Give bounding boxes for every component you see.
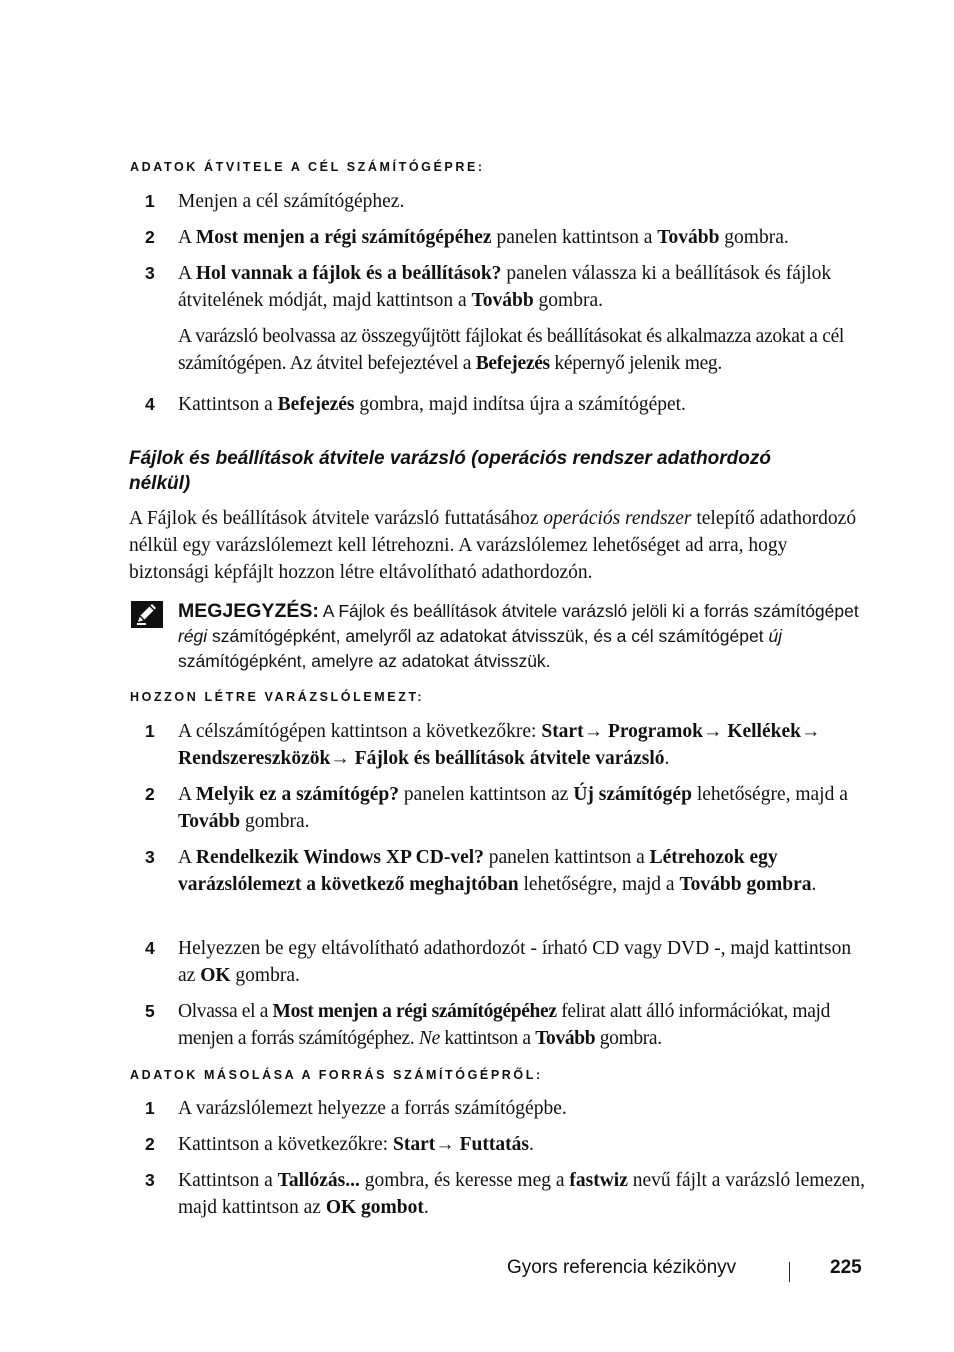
text-run: felirat alatt álló információkat, majd menjen a forrás számítógéphez. xyxy=(178,1001,830,1049)
bold-text: Programok xyxy=(607,721,703,742)
bold-text: fastwiz xyxy=(569,1170,628,1191)
text-run: lehetőségre, majd a xyxy=(518,874,680,895)
section-heading-transfer-to-target: ADATOK ÁTVITELE A CÉL SZÁMÍTÓGÉPRE: xyxy=(130,160,485,174)
subsection-title: Fájlok és beállítások átvitele varázsló (operációs rendszer adathordozó nélkül) xyxy=(129,448,772,494)
text-run: A xyxy=(178,227,196,248)
step-text xyxy=(178,1131,868,1158)
text-run: gombra, és keresse meg a xyxy=(359,1170,570,1191)
bold-text: Tovább gombra xyxy=(679,874,812,895)
text-run: Kattintson a következőkre: xyxy=(178,1134,393,1155)
step-number: 1 xyxy=(145,1098,155,1118)
text-run: Olvassa el a xyxy=(178,1001,273,1022)
page-number: 225 xyxy=(830,1257,862,1278)
text-run: → xyxy=(702,721,728,742)
bold-text: Tovább xyxy=(471,290,534,311)
text-run: gombra. xyxy=(230,965,300,986)
step-text xyxy=(178,844,868,898)
bold-text: Futtatás xyxy=(459,1134,529,1155)
step-number: 2 xyxy=(145,784,155,804)
text-run: → xyxy=(800,721,821,742)
text-run: számítógépként, amelyre az adatokat átvisszük. xyxy=(178,651,551,671)
text-run: → xyxy=(330,748,355,769)
step-text xyxy=(178,1167,868,1221)
text-run: nevű fájlt a varázsló lemezen, majd kattintson az xyxy=(178,1170,866,1218)
bold-text: Létrehozok egy varázslólemezt a következő meghajtóban xyxy=(178,847,778,895)
text-run: Kattintson a xyxy=(178,394,278,415)
bold-text: Tallózás... xyxy=(277,1170,360,1191)
text-run: . xyxy=(423,1197,429,1218)
italic-text: operációs rendszer xyxy=(543,508,692,529)
text-run: Kattintson a xyxy=(178,1170,278,1191)
step-number: 2 xyxy=(145,227,155,247)
text-run: → xyxy=(583,721,608,742)
section-heading-copy-from-source: ADATOK MÁSOLÁSA A FORRÁS SZÁMÍTÓGÉPRŐL: xyxy=(130,1068,543,1082)
bold-text: Tovább xyxy=(657,227,720,248)
step-number: 1 xyxy=(145,721,155,741)
text-run: A varázslólemezt helyezze a forrás számítógépbe. xyxy=(178,1098,567,1119)
text-run: A xyxy=(178,263,196,284)
step-text xyxy=(178,260,868,314)
note-pencil-icon xyxy=(131,601,163,628)
step-text xyxy=(178,718,868,772)
text-run: A Fájlok és beállítások átvitele varázsló futtatásához xyxy=(129,508,544,529)
bold-text: Tovább xyxy=(535,1028,596,1049)
bold-text: Hol vannak a fájlok és a beállítások? xyxy=(195,263,502,284)
italic-text: régi xyxy=(178,626,208,646)
bold-text: Rendszereszközök xyxy=(178,748,331,769)
bold-text: Rendelkezik Windows XP CD-vel? xyxy=(195,847,484,868)
text-run: A Fájlok és beállítások átvitele varázsló jelöli ki a forrás számítógépet xyxy=(318,601,859,621)
text-run: számítógépként, amelyről az adatokat átvisszük, és a cél számítógépet xyxy=(207,626,769,646)
step-text xyxy=(178,1095,868,1122)
text-run: . xyxy=(664,748,670,769)
step-number: 4 xyxy=(145,938,155,958)
step-number: 4 xyxy=(145,394,155,414)
text-run: A xyxy=(178,784,196,805)
text-run: telepítő adathordozó nélkül egy varázslólemezt kell létrehozni. A varázslólemez lehetőséget ad arra, hogy biztonsági képfájlt hozzon létre eltávolítható adathordozón. xyxy=(129,508,857,583)
text-run: gombra. xyxy=(719,227,789,248)
text-run: Menjen a cél számítógéphez. xyxy=(178,191,405,212)
text-run: panelen kattintson a xyxy=(491,227,658,248)
bold-text: Melyik ez a számítógép? xyxy=(195,784,399,805)
step-text xyxy=(178,935,868,989)
text-run: . xyxy=(528,1134,534,1155)
italic-text: új xyxy=(768,626,783,646)
subsection-intro xyxy=(129,505,869,586)
text-run: gombra. xyxy=(595,1028,662,1049)
step-number: 3 xyxy=(145,1170,155,1190)
bold-text: Tovább xyxy=(178,811,241,832)
text-run: gombra. xyxy=(533,290,603,311)
step-number: 5 xyxy=(145,1001,155,1021)
text-run: A xyxy=(178,847,196,868)
bold-text: Befejezés xyxy=(475,353,550,374)
bold-text: OK xyxy=(200,965,231,986)
text-run: gombra. xyxy=(240,811,310,832)
step-text xyxy=(178,998,868,1052)
bold-text: Fájlok és beállítások átvitele varázsló xyxy=(354,748,665,769)
text-run: képernyő jelenik meg. xyxy=(549,353,722,374)
note-label: MEGJEGYZÉS: xyxy=(178,600,319,622)
note-block xyxy=(178,599,868,674)
section-heading-create-wizard-disk: HOZZON LÉTRE VARÁZSLÓLEMEZT: xyxy=(130,690,425,704)
text-run: A célszámítógépen kattintson a következőkre: xyxy=(178,721,542,742)
step-text xyxy=(178,391,868,418)
bold-text: OK gombot xyxy=(325,1197,424,1218)
bold-text: Most menjen a régi számítógépéhez xyxy=(272,1001,557,1022)
text-run: gombra, majd indítsa újra a számítógépet. xyxy=(354,394,686,415)
step-number: 1 xyxy=(145,191,155,211)
text-run: panelen kattintson a xyxy=(483,847,650,868)
bold-text: Most menjen a régi számítógépéhez xyxy=(195,227,492,248)
step-text xyxy=(178,781,868,835)
step-number: 3 xyxy=(145,847,155,867)
bold-text: Kellékek xyxy=(727,721,801,742)
text-run: A varázsló beolvassa az összegyűjtött fájlokat és beállításokat és alkalmazza azokat a cél számítógépen. Az átvitel befejeztével a xyxy=(178,326,845,374)
text-run: . xyxy=(811,874,817,895)
bold-text: Új számítógép xyxy=(573,784,692,805)
bold-text: Start xyxy=(392,1134,436,1155)
bold-text: Befejezés xyxy=(277,394,355,415)
italic-text: Ne xyxy=(418,1028,440,1049)
step-number: 3 xyxy=(145,263,155,283)
step-text xyxy=(178,188,868,215)
text-run: lehetőségre, majd a xyxy=(691,784,848,805)
step-text xyxy=(178,224,868,251)
text-run: panelen válassza ki a beállítások és fájlok átvitelének módját, majd kattintson a xyxy=(178,263,832,311)
footer-title: Gyors referencia kézikönyv xyxy=(507,1257,737,1278)
step-3-explanation xyxy=(178,323,868,377)
text-run: Helyezzen be egy eltávolítható adathordozót - írható CD vagy DVD -, majd kattintson az xyxy=(178,938,852,986)
text-run: kattintson a xyxy=(439,1028,536,1049)
text-run: → xyxy=(435,1134,460,1155)
footer-divider xyxy=(789,1262,790,1282)
text-run: panelen kattintson az xyxy=(398,784,574,805)
step-number: 2 xyxy=(145,1134,155,1154)
bold-text: Start xyxy=(541,721,584,742)
